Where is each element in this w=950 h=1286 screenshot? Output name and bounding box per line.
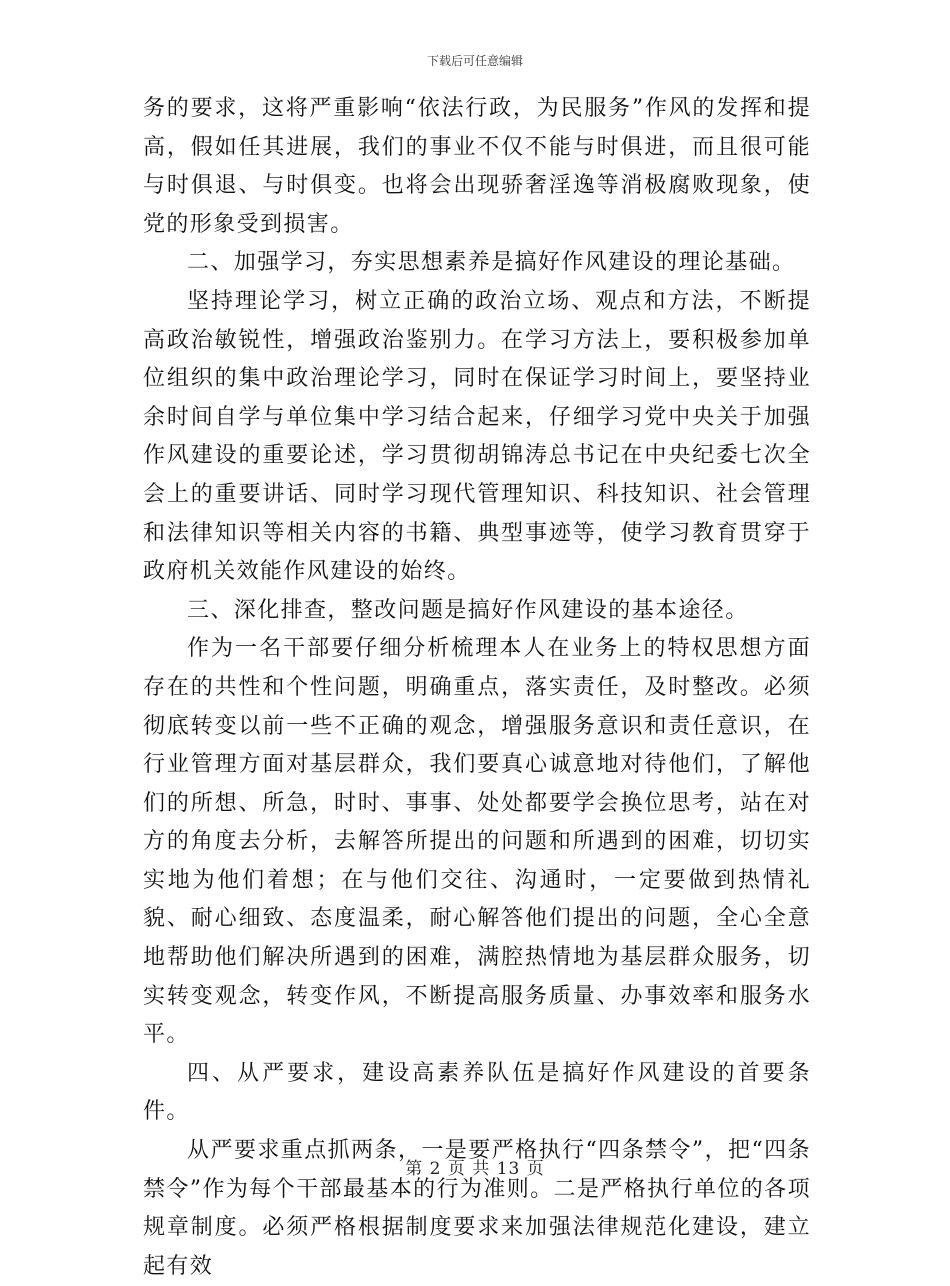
page-header-note: 下载后可任意编辑 <box>426 54 523 68</box>
paragraph-study: 坚持理论学习，树立正确的政治立场、观点和方法，不断提高政治敏锐性，增强政治鉴别力。在学习方法上，要积极参加单位组织的集中政治理论学习，同时在保证学习时间上，要坚持业余时间自学与单位集中学习结合起来，仔细学习党中央关于加强作风建设的重要论述，学习贯彻胡锦涛总书记在中央纪委七次全会上的重要讲话、同时学习现代管理知识、科技知识、社会管理和法律知识等相关内容的书籍、典型事迹等，使学习教育贯穿于政府机关效能作风建设的始终。 <box>143 288 811 585</box>
paragraph-strict-requirements: 从严要求重点抓两条，一是要严格执行“四条禁令”，把“四条禁令”作为每个干部最基本的行为准则。二是严格执行单位的各项规章制度。必须严格根据制度要求来加强法律规范化建设，建立起有效 <box>143 1138 811 1279</box>
section-heading-4: 四、从严要求，建设高素养队伍是搞好作风建设的首要条件。 <box>143 1060 811 1125</box>
document-body <box>143 90 811 1286</box>
paragraph-rectification: 作为一名干部要仔细分析梳理本人在业务上的特权思想方面存在的共性和个性问题，明确重点，落实责任，及时整改。必须彻底转变以前一些不正确的观念，增强服务意识和责任意识，在行业管理方面对基层群众，我们要真心诚意地对待他们，了解他们的所想、所急，时时、事事、处处都要学会换位思考，站在对方的角度去分析，去解答所提出的问题和所遇到的困难，切切实实地为他们着想；在与他们交往、沟通时，一定要做到热情礼貌、耐心细致、态度温柔，耐心解答他们提出的问题，全心全意地帮助他们解决所遇到的困难，满腔热情地为基层群众服务，切实转变观念，转变作风，不断提高服务质量、办事效率和服务水平。 <box>143 636 811 1048</box>
section-heading-3: 三、深化排查，整改问题是搞好作风建设的基本途径。 <box>187 597 749 623</box>
section-heading-2: 二、加强学习，夯实思想素养是搞好作风建设的理论基础。 <box>187 250 796 276</box>
paragraph-continuation: 务的要求，这将严重影响“依法行政，为民服务”作风的发挥和提高，假如任其进展，我们的事业不仅不能与时俱进，而且很可能与时俱退、与时俱变。也将会出现骄奢淫逸等消极腐败现象，使党的形象受到损害。 <box>143 96 811 237</box>
page-number-footer: 第 2 页 共 13 页 <box>405 1159 545 1179</box>
